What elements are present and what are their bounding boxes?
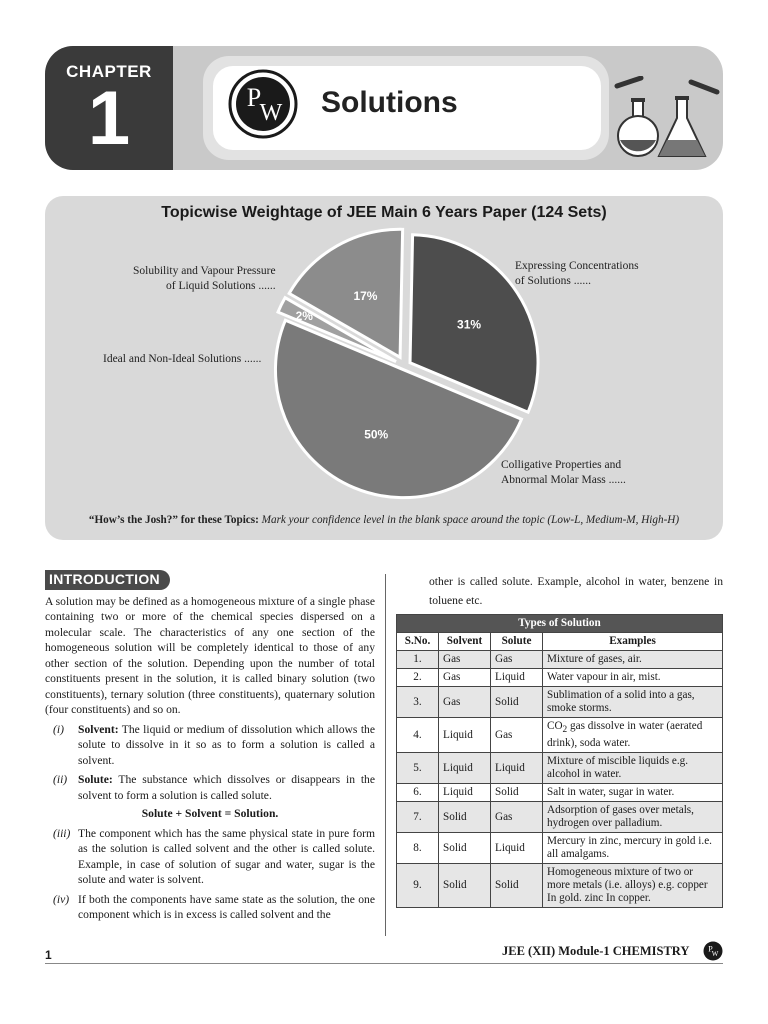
cell-solute: Liquid: [491, 753, 543, 784]
types-of-solution-table: [396, 614, 723, 908]
solution-equation: Solute + Solvent = Solution.: [141, 807, 279, 820]
cell-sno: 6.: [397, 784, 439, 802]
pw-logo-icon: [227, 68, 299, 140]
introduction-section: [45, 570, 375, 923]
cell-solvent: Gas: [439, 651, 491, 669]
chapter-header: [45, 46, 723, 170]
list-item-solvent: (i) Solvent: The liquid or medium of dissolution which allows the solute to dissolve in it so as to form a solution is called a solvent.: [53, 722, 375, 767]
cell-example: Mixture of miscible liquids e.g. alcohol in water.: [543, 753, 723, 784]
lab-flasks-icon: [611, 76, 723, 166]
footer-pw-logo-icon: [703, 941, 723, 961]
slice-label-colligative-properties: Colligative Properties and Abnormal Molar Mass ......: [501, 459, 626, 486]
cell-solvent: Liquid: [439, 753, 491, 784]
cell-solute: Solid: [491, 784, 543, 802]
list-item-physical-state: (iii) The component which has the same physical state in pure form as the solution is called solvent and the other is called solute. Example, in case of solution of sugar and water, sugar is the solute and water is solvent.: [53, 826, 375, 886]
cell-sno: 5.: [397, 753, 439, 784]
continuation-text: other is called solute. Example, alcohol in water, benzene in toluene etc.: [429, 575, 723, 607]
table-row: [397, 651, 723, 669]
table-row: [397, 864, 723, 908]
introduction-heading: INTRODUCTION: [45, 570, 170, 590]
cell-sno: 1.: [397, 651, 439, 669]
cell-example: Sublimation of a solid into a gas, smoke storms.: [543, 687, 723, 718]
cell-solute: Gas: [491, 651, 543, 669]
table-row: [397, 753, 723, 784]
slice-expressing-concentrations-value-label: 31%: [457, 317, 482, 332]
cell-solvent: Liquid: [439, 718, 491, 753]
footer-title: JEE (XII) Module-1 CHEMISTRY: [502, 944, 690, 958]
cell-sno: 4.: [397, 718, 439, 753]
page-number: 1: [45, 948, 52, 962]
josh-instruction: “How’s the Josh?” for these Topics: Mark your confidence level in the blank space around the topic (Low-L, Medium-M, High-H): [88, 514, 680, 526]
chapter-badge: [45, 46, 173, 170]
cell-example: Water vapour in air, mist.: [543, 669, 723, 687]
cell-solvent: Gas: [439, 669, 491, 687]
cell-solute: Solid: [491, 864, 543, 908]
table-row: [397, 687, 723, 718]
cell-solute: Gas: [491, 802, 543, 833]
slice-label-ideal-non-ideal: Ideal and Non-Ideal Solutions ......: [103, 353, 262, 365]
table-row: [397, 802, 723, 833]
cell-example: Homogeneous mixture of two or more metals (i.e. alloys) e.g. copper In gold. zinc In copper.: [543, 864, 723, 908]
cell-example: Adsorption of gases over metals, hydrogen over palladium.: [543, 802, 723, 833]
slice-label-solubility-vapour-pressure: Solubility and Vapour Pressure of Liquid Solutions ......: [133, 265, 276, 292]
cell-example: Mercury in zinc, mercury in gold i.e. all amalgams.: [543, 833, 723, 864]
cell-solvent: Solid: [439, 864, 491, 908]
slice-ideal-non-ideal-value-label: 2%: [295, 309, 313, 324]
cell-solvent: Liquid: [439, 784, 491, 802]
slice-solubility-vapour-pressure-value-label: 17%: [353, 288, 378, 303]
table-header-examples: Examples: [543, 633, 723, 651]
chart-title: Topicwise Weightage of JEE Main 6 Years Paper (124 Sets): [161, 204, 607, 221]
table-header-sno: S.No.: [397, 633, 439, 651]
chapter-title: Solutions: [321, 86, 458, 119]
cell-example: Mixture of gases, air.: [543, 651, 723, 669]
weightage-panel: [45, 196, 723, 540]
svg-text:P: P: [708, 944, 713, 954]
table-row: [397, 718, 723, 753]
cell-solvent: Solid: [439, 802, 491, 833]
cell-example: Salt in water, sugar in water.: [543, 784, 723, 802]
table-caption: Types of Solution: [397, 615, 723, 633]
weightage-pie-chart: [45, 196, 723, 540]
cell-sno: 2.: [397, 669, 439, 687]
cell-solvent: Solid: [439, 833, 491, 864]
svg-text:W: W: [259, 100, 283, 126]
table-row: [397, 784, 723, 802]
cell-example: $CO_2$ gas dissolve in water (aerated drink), soda water.: [543, 718, 723, 753]
chapter-word: CHAPTER: [66, 62, 152, 81]
chapter-number: 1: [87, 76, 131, 161]
cell-solute: Liquid: [491, 833, 543, 864]
cell-solute: Solid: [491, 687, 543, 718]
svg-text:W: W: [711, 950, 719, 958]
footer-rule: [45, 963, 723, 964]
column-divider: [385, 574, 386, 936]
cell-sno: 3.: [397, 687, 439, 718]
cell-sno: 9.: [397, 864, 439, 908]
list-item-solute: (ii) Solute: The substance which dissolves or disappears in the solvent to form a solution is called solute.: [53, 773, 375, 802]
cell-solute: Liquid: [491, 669, 543, 687]
cell-sno: 7.: [397, 802, 439, 833]
table-row: [397, 833, 723, 864]
cell-sno: 8.: [397, 833, 439, 864]
svg-text:P: P: [246, 83, 262, 112]
list-item-same-state: (iv) If both the components have same state as the solution, the one component which is in excess is called solvent and the: [53, 892, 375, 921]
table-row: [397, 669, 723, 687]
cell-solute: Gas: [491, 718, 543, 753]
table-header-solvent: Solvent: [439, 633, 491, 651]
slice-colligative-properties-value-label: 50%: [364, 427, 389, 442]
introduction-paragraph: A solution may be defined as a homogeneous mixture of a single phase containing two or more of the chemical species dispersed on a molecular scale. The characteristics of any one section of the homogeneous solution will be completely identical to those of any other section of the solution. Depending upon the number of total constituents present in the solution, it is called binary solution (two constituents), ternary solution (three constituents), quaternary solution (four constituents) and so on.: [45, 594, 375, 716]
table-header-solute: Solute: [491, 633, 543, 651]
slice-label-expressing-concentrations: Expressing Concentrations of Solutions ......: [515, 260, 639, 287]
cell-solvent: Gas: [439, 687, 491, 718]
